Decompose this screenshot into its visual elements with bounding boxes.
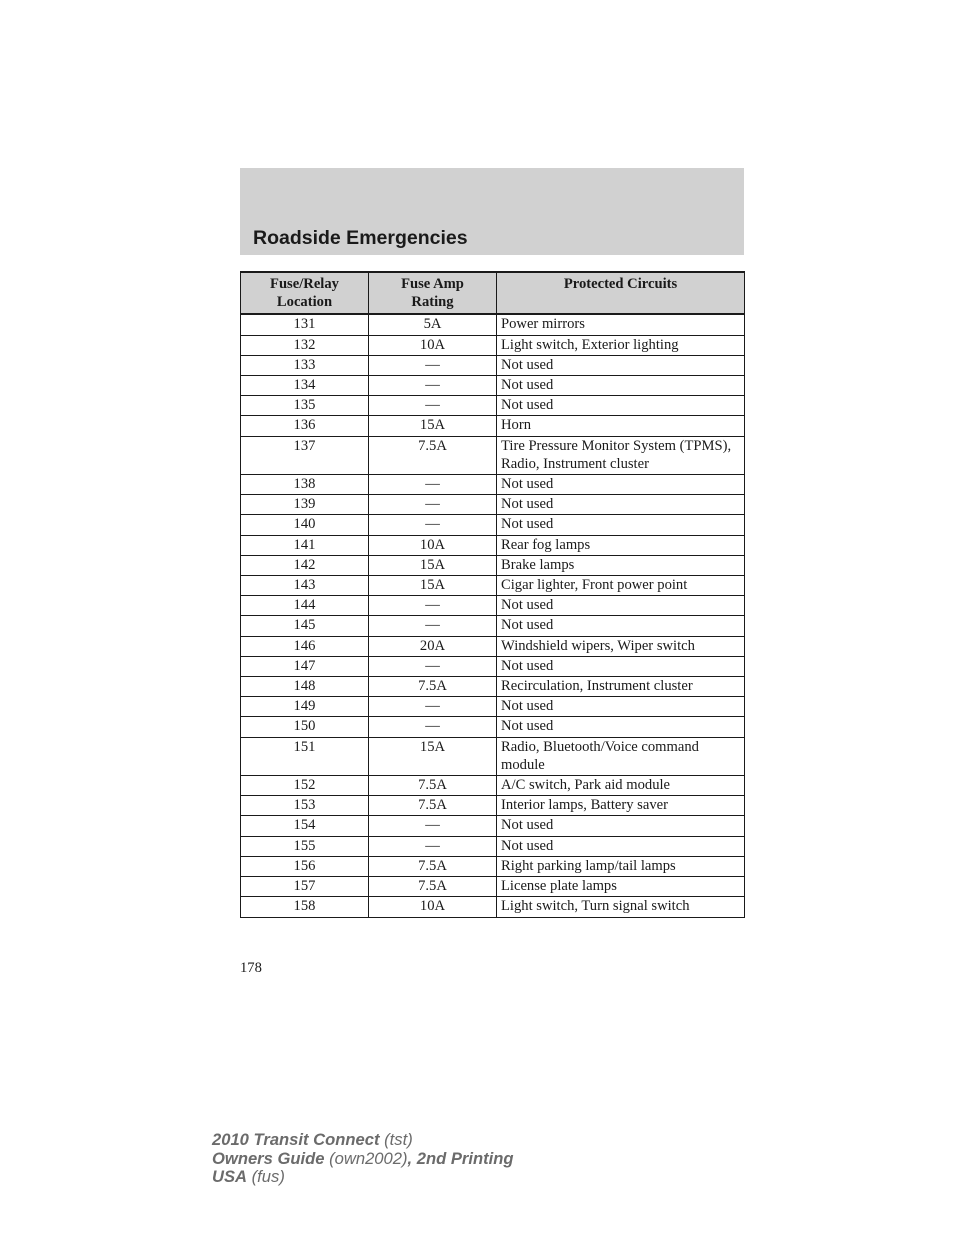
footer-model: 2010 Transit Connect xyxy=(212,1130,380,1149)
cell-circuits: Not used xyxy=(497,697,745,717)
cell-circuits: Interior lamps, Battery saver xyxy=(497,796,745,816)
cell-rating: 15A xyxy=(369,555,497,575)
table-row xyxy=(241,535,745,555)
footer-printing: , 2nd Printing xyxy=(407,1148,514,1168)
footer xyxy=(212,1131,514,1187)
table-row xyxy=(241,836,745,856)
cell-circuits: Windshield wipers, Wiper switch xyxy=(497,636,745,656)
cell-location: 133 xyxy=(241,355,369,375)
cell-location: 148 xyxy=(241,677,369,697)
cell-circuits: Cigar lighter, Front power point xyxy=(497,576,745,596)
cell-circuits: Not used xyxy=(497,515,745,535)
table-row xyxy=(241,737,745,775)
cell-location: 152 xyxy=(241,776,369,796)
cell-rating: — xyxy=(369,515,497,535)
cell-rating: 7.5A xyxy=(369,677,497,697)
table-row xyxy=(241,416,745,436)
cell-circuits: Not used xyxy=(497,376,745,396)
cell-rating: 5A xyxy=(369,314,497,335)
cell-location: 147 xyxy=(241,656,369,676)
cell-location: 136 xyxy=(241,416,369,436)
table-row xyxy=(241,656,745,676)
table-row xyxy=(241,335,745,355)
footer-guide-code: (own2002) xyxy=(324,1148,408,1168)
cell-rating: 7.5A xyxy=(369,796,497,816)
cell-rating: — xyxy=(369,475,497,495)
footer-line3 xyxy=(212,1168,514,1187)
cell-location: 134 xyxy=(241,376,369,396)
header-circuits: Protected Circuits xyxy=(497,272,745,314)
header-location xyxy=(241,272,369,314)
cell-location: 141 xyxy=(241,535,369,555)
section-title: Roadside Emergencies xyxy=(253,227,468,249)
cell-circuits: Not used xyxy=(497,656,745,676)
cell-rating: 7.5A xyxy=(369,776,497,796)
table-row xyxy=(241,816,745,836)
cell-circuits: Brake lamps xyxy=(497,555,745,575)
table-row xyxy=(241,376,745,396)
cell-location: 145 xyxy=(241,616,369,636)
cell-rating: 15A xyxy=(369,576,497,596)
cell-circuits: Power mirrors xyxy=(497,314,745,335)
table-row xyxy=(241,776,745,796)
table-row xyxy=(241,636,745,656)
cell-rating: 15A xyxy=(369,737,497,775)
table-row xyxy=(241,856,745,876)
cell-location: 154 xyxy=(241,816,369,836)
cell-circuits: Not used xyxy=(497,475,745,495)
cell-circuits: Tire Pressure Monitor System (TPMS), Radio, Instrument cluster xyxy=(497,436,745,474)
cell-circuits: Rear fog lamps xyxy=(497,535,745,555)
cell-circuits: Recirculation, Instrument cluster xyxy=(497,677,745,697)
cell-location: 157 xyxy=(241,877,369,897)
cell-rating: — xyxy=(369,836,497,856)
cell-location: 149 xyxy=(241,697,369,717)
cell-location: 144 xyxy=(241,596,369,616)
table-row xyxy=(241,555,745,575)
header-rating-line2: Rating xyxy=(411,294,454,311)
cell-rating: 10A xyxy=(369,897,497,917)
cell-rating: — xyxy=(369,717,497,737)
cell-location: 137 xyxy=(241,436,369,474)
table-header-row xyxy=(241,272,745,314)
cell-location: 132 xyxy=(241,335,369,355)
footer-line1 xyxy=(212,1131,514,1150)
table-row xyxy=(241,475,745,495)
table-row xyxy=(241,396,745,416)
footer-line2 xyxy=(212,1150,514,1169)
cell-location: 151 xyxy=(241,737,369,775)
cell-location: 142 xyxy=(241,555,369,575)
cell-rating: — xyxy=(369,816,497,836)
cell-location: 155 xyxy=(241,836,369,856)
cell-location: 150 xyxy=(241,717,369,737)
cell-rating: — xyxy=(369,697,497,717)
table-row xyxy=(241,877,745,897)
table-row xyxy=(241,596,745,616)
table-row xyxy=(241,314,745,335)
cell-location: 146 xyxy=(241,636,369,656)
cell-rating: 7.5A xyxy=(369,856,497,876)
cell-rating: 10A xyxy=(369,535,497,555)
header-location-line1: Fuse/Relay xyxy=(270,276,339,292)
cell-rating: — xyxy=(369,376,497,396)
footer-market-code: (fus) xyxy=(247,1167,285,1186)
cell-circuits: Not used xyxy=(497,836,745,856)
cell-circuits: Right parking lamp/tail lamps xyxy=(497,856,745,876)
cell-circuits: Not used xyxy=(497,616,745,636)
footer-market: USA xyxy=(212,1167,248,1186)
header-rating xyxy=(369,272,497,314)
cell-rating: — xyxy=(369,355,497,375)
cell-circuits: Horn xyxy=(497,416,745,436)
cell-location: 138 xyxy=(241,475,369,495)
cell-circuits: License plate lamps xyxy=(497,877,745,897)
cell-circuits: Not used xyxy=(497,816,745,836)
cell-circuits: A/C switch, Park aid module xyxy=(497,776,745,796)
fuse-table xyxy=(240,271,745,918)
header-rating-line1: Fuse Amp xyxy=(401,276,464,292)
cell-circuits: Not used xyxy=(497,355,745,375)
cell-rating: 10A xyxy=(369,335,497,355)
cell-location: 139 xyxy=(241,495,369,515)
cell-location: 143 xyxy=(241,576,369,596)
cell-rating: 7.5A xyxy=(369,877,497,897)
table-row xyxy=(241,436,745,474)
table-row xyxy=(241,515,745,535)
table-row xyxy=(241,677,745,697)
cell-circuits: Not used xyxy=(497,396,745,416)
table-row xyxy=(241,355,745,375)
cell-location: 156 xyxy=(241,856,369,876)
cell-location: 158 xyxy=(241,897,369,917)
cell-rating: 7.5A xyxy=(369,436,497,474)
cell-location: 153 xyxy=(241,796,369,816)
table-row xyxy=(241,717,745,737)
cell-circuits: Not used xyxy=(497,717,745,737)
table-row xyxy=(241,576,745,596)
table-row xyxy=(241,495,745,515)
footer-model-code: (tst) xyxy=(379,1130,413,1149)
table-row xyxy=(241,697,745,717)
cell-rating: 20A xyxy=(369,636,497,656)
cell-circuits: Not used xyxy=(497,596,745,616)
table-row xyxy=(241,796,745,816)
cell-circuits: Radio, Bluetooth/Voice command module xyxy=(497,737,745,775)
cell-rating: — xyxy=(369,656,497,676)
table-body xyxy=(241,314,745,917)
table-row xyxy=(241,897,745,917)
cell-location: 135 xyxy=(241,396,369,416)
cell-circuits: Light switch, Exterior lighting xyxy=(497,335,745,355)
footer-guide: Owners Guide xyxy=(212,1148,325,1168)
table-row xyxy=(241,616,745,636)
cell-circuits: Not used xyxy=(497,495,745,515)
cell-rating: — xyxy=(369,616,497,636)
cell-location: 140 xyxy=(241,515,369,535)
header-location-line2: Location xyxy=(276,294,333,311)
cell-location: 131 xyxy=(241,314,369,335)
cell-rating: — xyxy=(369,396,497,416)
cell-rating: 15A xyxy=(369,416,497,436)
page-number: 178 xyxy=(240,960,262,976)
cell-rating: — xyxy=(369,596,497,616)
cell-circuits: Light switch, Turn signal switch xyxy=(497,897,745,917)
cell-rating: — xyxy=(369,495,497,515)
